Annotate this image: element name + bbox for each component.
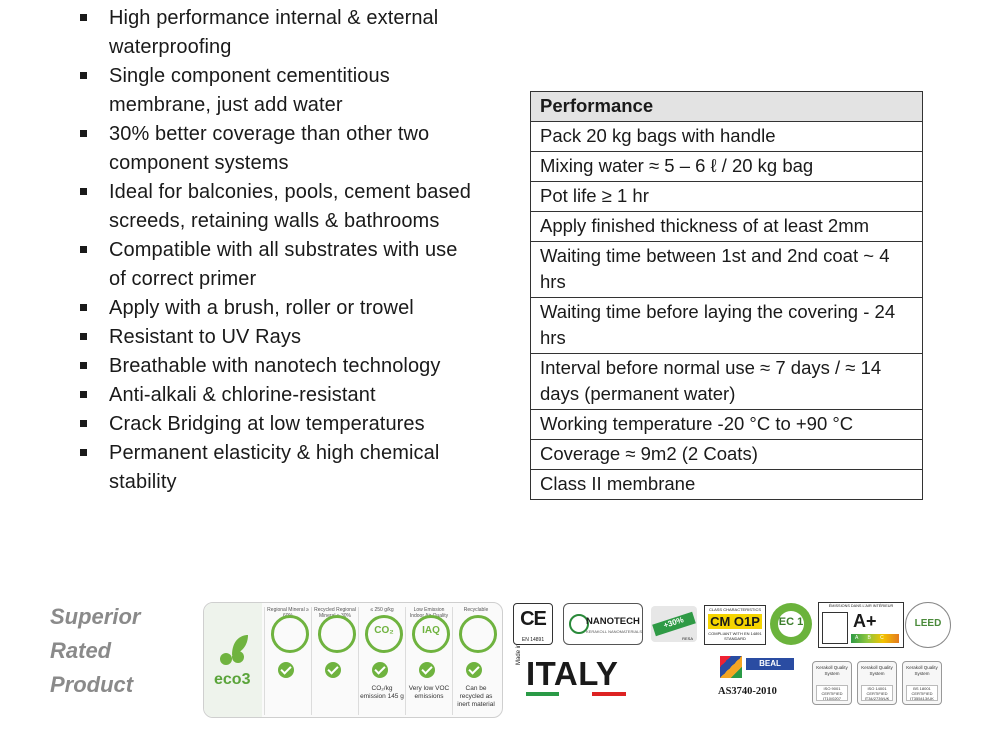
- ce-mark-badge: [513, 603, 553, 645]
- performance-row: [531, 242, 923, 298]
- performance-cell: Apply finished thickness of at least 2mm: [531, 212, 923, 242]
- feature-item: [78, 178, 478, 236]
- performance-cell: Class II membrane: [531, 470, 923, 500]
- feature-item: [78, 410, 478, 439]
- bullet-icon: [80, 333, 87, 340]
- bullet-icon: [80, 188, 87, 195]
- bs-18001-badge: [902, 661, 942, 705]
- feature-item: [78, 62, 478, 120]
- beal-badge: [718, 656, 798, 702]
- cert-top-text: Kerakoll Quality System: [861, 665, 893, 676]
- plus30-badge: [651, 606, 697, 642]
- recycled-mineral-icon: [318, 615, 356, 653]
- performance-row: [531, 212, 923, 242]
- plus30-subtext: RESA: [682, 636, 693, 641]
- house-icon: [822, 612, 848, 644]
- leed-badge: [905, 602, 951, 648]
- feature-item: [78, 323, 478, 352]
- ec1-text: EC 1: [778, 616, 804, 628]
- feature-text: Compatible with all substrates with use of correct primer: [109, 239, 458, 290]
- cm-bottom-text: COMPLIANT WITH EN 14891 STANDARD: [708, 631, 762, 641]
- iso-14001-badge: [857, 661, 897, 705]
- performance-row: [531, 122, 923, 152]
- eco-column: [405, 607, 452, 715]
- feature-text: Apply with a brush, roller or trowel: [109, 297, 414, 319]
- eco-column: [452, 607, 499, 715]
- feature-list: [78, 4, 478, 497]
- cm-top-text: CLASS CHARACTERISTICS: [708, 607, 761, 612]
- emissions-top-text: ÉMISSIONS DANS L'AIR INTÉRIEUR: [828, 604, 894, 608]
- feature-item: [78, 120, 478, 178]
- performance-cell: Waiting time before laying the covering - 24 hrs: [531, 298, 923, 354]
- feature-text: 30% better coverage than other two component systems: [109, 123, 430, 174]
- emissions-grade: A+: [853, 611, 877, 631]
- bullet-icon: [80, 72, 87, 79]
- feature-item: [78, 236, 478, 294]
- eco-arc-text: Regional Mineral ≥ 60%: [267, 607, 309, 619]
- performance-row: [531, 182, 923, 212]
- performance-row: [531, 152, 923, 182]
- leaf-icon: [218, 633, 250, 667]
- product-line: Product: [50, 672, 134, 697]
- feature-text: Anti-alkali & chlorine-resistant: [109, 384, 376, 406]
- plus30-text: +30%: [662, 615, 685, 631]
- performance-header-row: [531, 92, 923, 122]
- emissions-scale: A B C: [851, 634, 899, 643]
- ce-subtext: EN 14891: [521, 637, 545, 643]
- regional-mineral-icon: [271, 615, 309, 653]
- beal-logo-icon: [720, 656, 742, 678]
- performance-cell: Coverage ≈ 9m2 (2 Coats): [531, 440, 923, 470]
- feature-text: Permanent elasticity & high chemical stability: [109, 442, 440, 493]
- italian-flag-stripe: [526, 692, 626, 696]
- feature-item: [78, 4, 478, 62]
- eco-caption: CO₂/kg emission 145 g: [360, 685, 404, 700]
- performance-row: [531, 470, 923, 500]
- iso-9001-badge: [812, 661, 852, 705]
- check-icon: [466, 662, 482, 678]
- eco-arc-text: Recyclable: [463, 607, 489, 613]
- check-icon: [278, 662, 294, 678]
- iaq-icon: [412, 615, 450, 653]
- bullet-icon: [80, 304, 87, 311]
- eco-arc-text: ≤ 250 g/kg: [370, 607, 394, 613]
- performance-cell: Mixing water ≈ 5 – 6 ℓ / 20 kg bag: [531, 152, 923, 182]
- eco-caption: Very low VOC emissions: [408, 685, 450, 700]
- ce-text: CE: [520, 608, 546, 630]
- leed-text: LEED: [914, 618, 942, 629]
- cert-bottom-text: BS 18001 CERTIFIED IT355413/UK: [906, 685, 938, 701]
- nanotech-badge: [563, 603, 643, 645]
- ec1-badge: [770, 603, 812, 645]
- performance-cell: Waiting time between 1st and 2nd coat ~ 4 hrs: [531, 242, 923, 298]
- bullet-icon: [80, 14, 87, 21]
- eco-column: [264, 607, 311, 715]
- check-icon: [372, 662, 388, 678]
- beal-text: BEAL: [746, 658, 794, 670]
- feature-text: Resistant to UV Rays: [109, 326, 302, 348]
- performance-table: [530, 91, 923, 500]
- feature-text: High performance internal & external waterproofing: [109, 7, 439, 58]
- performance-row: [531, 298, 923, 354]
- feature-text: Single component cementitious membrane, just add water: [109, 65, 390, 116]
- check-icon: [325, 662, 341, 678]
- eco-arc-text: Low Emission Indoor Air Quality: [409, 607, 449, 619]
- eco-column: [358, 607, 405, 715]
- superior-line: Superior: [50, 604, 141, 629]
- nanotech-subtext: KERAKOLL NANOMATERIALS: [586, 629, 643, 634]
- cert-bottom-text: ISO 9001 CERTIFIED IT10/0207: [816, 685, 848, 701]
- feature-item: [78, 352, 478, 381]
- as3740-text: AS3740-2010: [718, 686, 777, 697]
- performance-row: [531, 354, 923, 410]
- performance-heading: Performance: [531, 92, 923, 122]
- nanotech-text: NANOTECH: [586, 616, 640, 627]
- recyclable-icon: [459, 615, 497, 653]
- made-in-italy-badge: [516, 643, 626, 697]
- cert-top-text: Kerakoll Quality System: [906, 665, 938, 676]
- eco3-logo: [204, 603, 262, 717]
- bullet-icon: [80, 449, 87, 456]
- bullet-icon: [80, 420, 87, 427]
- feature-item: [78, 439, 478, 497]
- eco-caption: Can be recycled as inert material: [457, 685, 495, 708]
- eco-column: [311, 607, 358, 715]
- eco3-panel: [203, 602, 503, 718]
- eco3-text: eco3: [214, 671, 251, 688]
- cert-bottom-text: ISO 14001 CERTIFIED IT34/2739/UK: [861, 685, 893, 701]
- ec1-inner: [778, 611, 804, 637]
- eco-symbol: CO₂: [374, 625, 394, 636]
- bullet-icon: [80, 391, 87, 398]
- italy-text: ITALY: [526, 655, 619, 692]
- bullet-icon: [80, 246, 87, 253]
- eco-arc-text: Recycled Regional Mineral ≥ 30%: [314, 607, 356, 619]
- feature-item: [78, 381, 478, 410]
- feature-text: Ideal for balconies, pools, cement based screeds, retaining walls & bathrooms: [109, 181, 471, 232]
- emissions-badge: [818, 602, 904, 648]
- performance-cell: Pot life ≥ 1 hr: [531, 182, 923, 212]
- performance-cell: Working temperature -20 °C to +90 °C: [531, 410, 923, 440]
- superior-rated-label: [50, 600, 140, 702]
- feature-text: Crack Bridging at low temperatures: [109, 413, 425, 435]
- feature-text: Breathable with nanotech technology: [109, 355, 441, 377]
- check-icon: [419, 662, 435, 678]
- made-in-text: Made in: [516, 643, 522, 665]
- cm-class-text: CM O1P: [708, 614, 762, 629]
- plus30-banner: [652, 612, 696, 636]
- performance-cell: Pack 20 kg bags with handle: [531, 122, 923, 152]
- cert-top-text: Kerakoll Quality System: [816, 665, 848, 676]
- co2-icon: [365, 615, 403, 653]
- bullet-icon: [80, 362, 87, 369]
- bullet-icon: [80, 130, 87, 137]
- feature-item: [78, 294, 478, 323]
- performance-row: [531, 410, 923, 440]
- cm-o1p-badge: [704, 605, 766, 645]
- rated-line: Rated: [50, 638, 112, 663]
- performance-row: [531, 440, 923, 470]
- performance-cell: Interval before normal use ≈ 7 days / ≈ 14 days (permanent water): [531, 354, 923, 410]
- eco-symbol: IAQ: [422, 625, 440, 636]
